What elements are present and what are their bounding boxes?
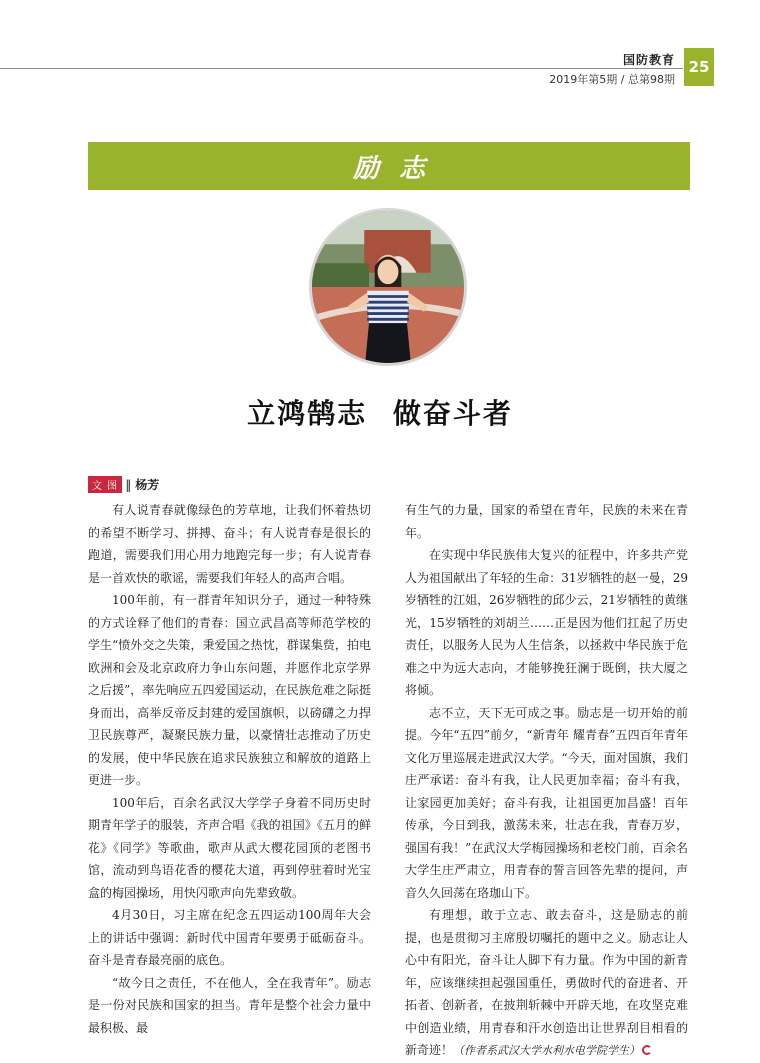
byline-separator: ‖	[125, 477, 132, 492]
section-banner	[88, 142, 690, 190]
byline-tag: 文 图	[88, 476, 122, 493]
article-title: 立鸿鹄志 做奋斗者	[247, 397, 513, 430]
paragraph: 志不立，天下无可成之事。励志是一切开始的前提。今年“五四”前夕，“新青年 耀青春”五四百年青年文化万里巡展走进武汉大学。“今天，面对国旗，我们庄严承诺：奋斗有我，让人民更加幸福；奋斗有我，让家园更加美好；奋斗有我，让祖国更加昌盛！百年传承，今日到我，激荡未来，壮志在我，青春万岁，强国有我！”在武汉大学梅园操场和老校门前，百余名大学生庄严肃立，用青春的誓言回答先辈的提问，声音久久回荡在珞珈山下。	[405, 705, 688, 900]
author-note: （作者系武汉大学水利水电学院学生）	[453, 1044, 641, 1057]
header-rule	[0, 68, 683, 69]
section-title: 励志	[352, 153, 445, 184]
paragraph-final	[405, 904, 688, 1063]
paragraph: 4月30日，习主席在纪念五四运动100周年大会上的讲话中强调：新时代中国青年要勇于砥砺奋斗。奋斗是青春最亮丽的底色。	[88, 908, 371, 967]
paragraph: 在实现中华民族伟大复兴的征程中，许多共产党人为祖国献出了年轻的生命：31岁牺牲的赵一曼，29岁牺牲的江姐，26岁牺牲的邱少云，21岁牺牲的黄继光，15岁牺牲的刘胡兰……正是因为他们扛起了历史责任，以服务人民为人生信条，以拯救中华民族于危难之中为远大志向，才能够挽狂澜于既倒，扶大厦之将倾。	[405, 548, 688, 697]
author-photo	[309, 208, 467, 366]
paragraph-continuation: 有生气的力量，国家的希望在青年，民族的未来在青年。	[405, 503, 688, 540]
byline	[88, 476, 159, 493]
issue-info: 2019年第5期 / 总第98期	[549, 73, 675, 86]
author-name: 杨芳	[135, 478, 160, 492]
paragraph: 100年后，百余名武汉大学学子身着不同历史时期青年学子的服装，齐声合唱《我的祖国》《五月的鲜花》《同学》等歌曲，歌声从武大樱花园顶的老图书馆，流动到鸟语花香的樱花大道，再到停驻着时光宝盒的梅园操场，用快闪歌声向先辈致敬。	[88, 795, 371, 900]
paragraph: 有人说青春就像绿色的芳草地，让我们怀着热切的希望不断学习、拼搏、奋斗；有人说青春是很长的跑道，需要我们用心用力地跑完每一步；有人说青春是一首欢快的歌谣，需要我们年轻人的高声合唱。	[88, 503, 371, 585]
author-photo-image	[312, 211, 464, 363]
magazine-name: 国防教育	[622, 53, 675, 67]
article-column-right	[405, 499, 688, 1063]
paragraph: 100年前，有一群青年知识分子，通过一种特殊的方式诠释了他们的青春：国立武昌高等师范学校的学生“愤外交之失策，秉爱国之热忱，群谋集赀，拍电欧洲和会及北京政府力争山东问题，并愿作北京学界之后援”，率先响应五四爱国运动，在民族危难之际挺身而出，高举反帝反封建的爱国旗帜，以磅礴之力捍卫民族尊严，凝聚民族力量，以豪情壮志推动了历史的发展，使中华民族在追求民族独立和解放的道路上更进一步。	[88, 593, 371, 787]
paragraph: “故今日之责任，不在他人，全在我青年”。励志是一份对民族和国家的担当。青年是整个社会力量中最积极、最	[88, 975, 371, 1035]
paragraph-text: 有理想，敢于立志、敢去奋斗，这是励志的前提，也是贯彻习主席殷切嘱托的题中之义。励志让人心中有阳光，奋斗让人脚下有力量。作为中国的新青年，应该继续担起强国重任，勇做时代的奋进者、开拓者、创新者，在披荆斩棘中开辟天地，在攻坚克难中创造业绩，用青春和汗水创造出让世界刮目相看的新奇迹！	[405, 908, 688, 1057]
page-number: 25	[684, 48, 714, 86]
end-mark-icon	[642, 1045, 652, 1055]
article-column-left	[88, 499, 371, 1039]
